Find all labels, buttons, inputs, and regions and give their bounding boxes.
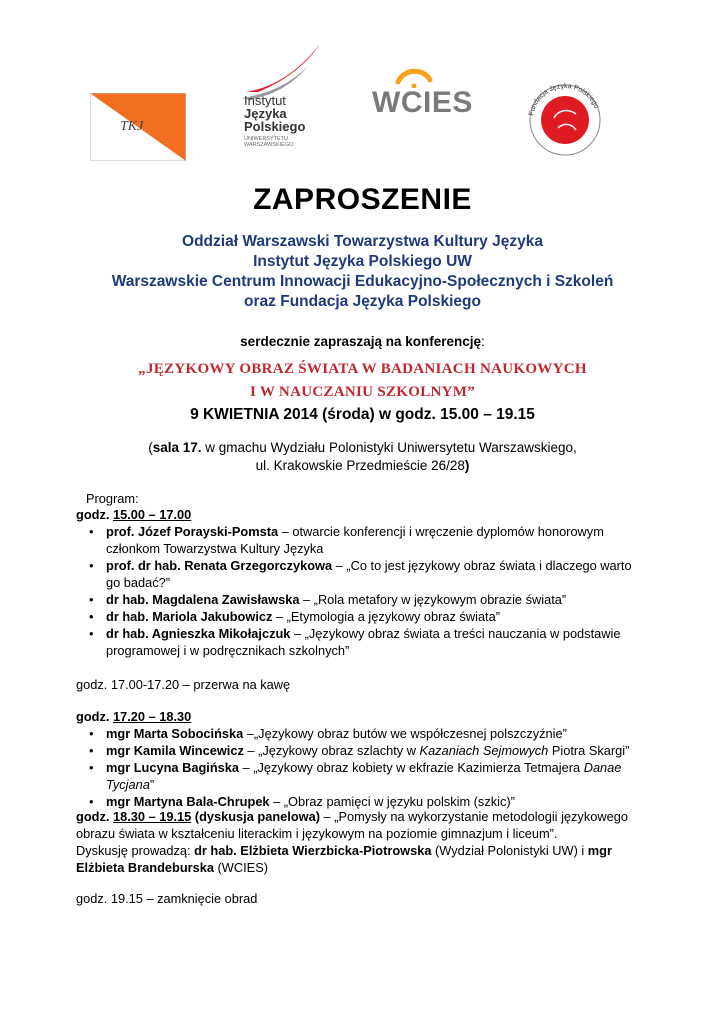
- talk-text: – „Obraz pamięci w języku polskim (szkic)”: [269, 794, 515, 809]
- place-room: sala 17.: [152, 440, 202, 455]
- closing-line: godz. 19.15 – zamknięcie obrad: [76, 891, 258, 906]
- list-item: [76, 591, 636, 608]
- moderator-name: mgr Elżbieta Brandeburska: [76, 843, 612, 875]
- talk-text: – otwarcie konferencji i wręczenie dyplomów honorowym członkom Towarzystwa Kultury Języka: [106, 524, 604, 556]
- wcies-logo: [368, 66, 473, 126]
- time-prefix: godz.: [76, 507, 113, 522]
- moderator-affiliation: (Wydział Polonistyki UW) i: [431, 843, 588, 858]
- invite-line: [0, 334, 725, 349]
- talk-italic: Danae Tycjana: [106, 760, 622, 792]
- invite-text: serdecznie zapraszają na konferencję: [240, 334, 482, 349]
- talk-text: – „Językowy obraz świata a treści nauczania w podstawie programowej i w podręcznikach szkolnych”: [106, 626, 621, 658]
- ijp-logo-line: Polskiego: [244, 119, 306, 134]
- time-prefix: godz.: [76, 809, 113, 824]
- talk-text: – „Etymologia a językowy obraz świata”: [272, 609, 500, 624]
- panel-label: (dyskusja panelowa): [191, 809, 320, 824]
- conference-title-line: „JĘZYKOWY OBRAZ ŚWIATA W BADANIACH NAUKOWYCH: [138, 361, 587, 377]
- invite-colon: :: [481, 334, 485, 349]
- panel-text: – „Pomysły na wykorzystanie metodologii językowego obrazu świata w kształceniu literackim i językowym na poziomie gimnazjum i liceum”.: [76, 809, 628, 841]
- program-label: Program:: [86, 491, 139, 506]
- time-range: 15.00 – 17.00: [112, 507, 192, 522]
- list-item: [76, 557, 636, 591]
- list-item: [76, 523, 636, 557]
- ijp-feather-icon: [238, 40, 323, 100]
- fjp-logo-ring-text: Fundacja Języka Polskiego: [528, 82, 600, 117]
- fjp-logo: [528, 80, 602, 160]
- organizer-line: Oddział Warszawski Towarzystwa Kultury Języka: [182, 233, 543, 250]
- list-item: [76, 625, 636, 659]
- place-open: (: [148, 440, 153, 455]
- place-line-1: [0, 440, 725, 455]
- organizer-line: Warszawskie Centrum Innowacji Edukacyjno-Społecznych i Szkoleń: [111, 273, 614, 290]
- time-range: 17.20 – 18.30: [112, 709, 192, 724]
- speaker-name: dr hab. Agnieszka Mikołajczuk: [106, 626, 291, 641]
- speaker-name: dr hab. Magdalena Zawisławska: [106, 592, 300, 607]
- ijp-logo-sub: WARSZAWSKIEGO: [244, 142, 294, 148]
- talk-text: – „Językowy obraz kobiety w ekfrazie Kazimierza Tetmajera: [239, 760, 584, 775]
- list-item: [76, 759, 636, 793]
- speaker-name: prof. dr hab. Renata Grzegorczykowa: [106, 558, 333, 573]
- talk-text-after: Piotra Skargi”: [548, 743, 630, 758]
- session-2-list: [76, 725, 636, 810]
- place-rest: w gmachu Wydziału Polonistyki Uniwersytetu Warszawskiego,: [201, 440, 577, 455]
- tkj-logo-text: TKJ: [120, 119, 144, 134]
- conference-title-line: I W NAUCZANIU SZKOLNYM”: [249, 384, 476, 400]
- organizer-line: oraz Fundacja Języka Polskiego: [244, 293, 481, 310]
- moderator-name: dr hab. Elżbieta Wierzbicka-Piotrowska: [194, 843, 432, 858]
- list-item: [76, 725, 636, 742]
- ijp-logo-sub: UNIWERSYTETU: [244, 136, 288, 142]
- speaker-name: mgr Marta Sobocińska: [106, 726, 244, 741]
- place-address: ul. Krakowskie Przedmieście 26/28: [255, 458, 465, 473]
- place-close: ): [464, 458, 470, 473]
- ijp-logo: [238, 40, 323, 160]
- time-range: 18.30 – 19.15: [112, 809, 192, 824]
- page-title: ZAPROSZENIE: [253, 183, 472, 216]
- talk-text: – „Co to jest językowy obraz świata i dlaczego warto go badać?”: [106, 558, 632, 590]
- ijp-logo-line: Instytut: [244, 93, 286, 108]
- talk-text-after: ”: [149, 777, 155, 792]
- speaker-name: prof. Józef Porayski-Pomsta: [106, 524, 279, 539]
- talk-text: – „Językowy obraz szlachty w: [243, 743, 420, 758]
- tkj-logo: [90, 93, 186, 161]
- time-prefix: godz.: [76, 709, 113, 724]
- list-item: [76, 608, 636, 625]
- ijp-logo-line: Języka: [244, 106, 287, 121]
- speaker-name: mgr Lucyna Bagińska: [106, 760, 239, 775]
- speaker-name: mgr Martyna Bala-Chrupek: [106, 794, 270, 809]
- session-1-list: [76, 523, 636, 659]
- moderators-lead: Dyskusję prowadzą:: [76, 843, 195, 858]
- panel-session: [76, 808, 646, 876]
- wcies-logo-text: WCIES: [372, 86, 473, 119]
- date-line: 9 KWIETNIA 2014 (środa) w godz. 15.00 – 19.15: [190, 406, 535, 423]
- organizer-line: Instytut Języka Polskiego UW: [253, 253, 472, 270]
- session-1-time: [76, 506, 636, 523]
- speaker-name: dr hab. Mariola Jakubowicz: [106, 609, 273, 624]
- list-item: [76, 742, 636, 759]
- speaker-name: mgr Kamila Wincewicz: [106, 743, 244, 758]
- place-line-2: [0, 458, 725, 473]
- talk-text: –„Językowy obraz butów we współczesnej polszczyźnie”: [243, 726, 567, 741]
- wcies-arc-icon: [394, 66, 434, 88]
- break-line: godz. 17.00-17.20 – przerwa na kawę: [76, 677, 291, 692]
- talk-text: – „Rola metafory w językowym obrazie świata”: [299, 592, 567, 607]
- moderator-affiliation: (WCIES): [213, 860, 268, 875]
- session-1: [76, 506, 636, 659]
- session-2: [76, 708, 636, 810]
- session-2-time: [76, 708, 636, 725]
- talk-italic: Kazaniach Sejmowych: [419, 743, 549, 758]
